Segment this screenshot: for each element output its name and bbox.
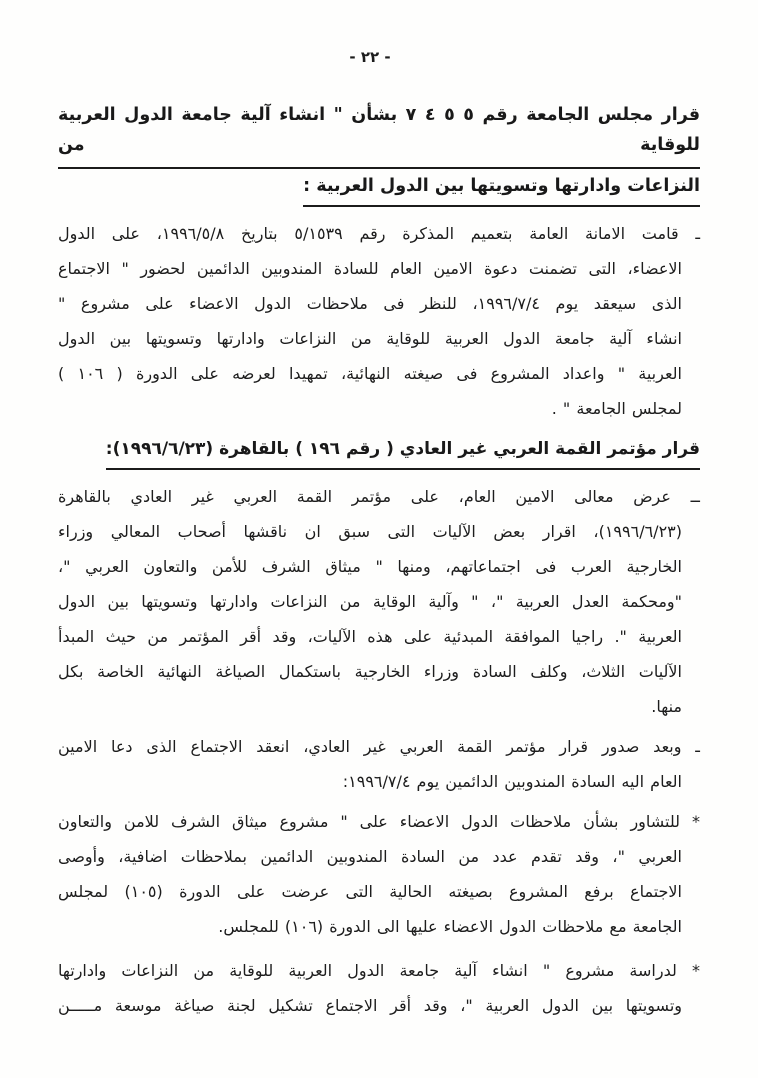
- paragraph-meeting-convened: [58, 729, 700, 799]
- text-line: انشاء آلية جامعة الدول العربية للوقاية من النزاعات وادارتها وتسويتها بين الدول: [58, 329, 682, 348]
- text-line: الجامعة مع ملاحظات الدول الاعضاء عليها الى الدورة (١٠٦) للمجلس.: [218, 917, 682, 936]
- resolution-5547-title-line2: النزاعات وادارتها وتسويتها بين الدول العربية :: [303, 171, 700, 207]
- summit-resolution-heading: قرار مؤتمر القمة العربي غير العادي ( رقم ١٩٦ ) بالقاهرة (١٩٩٦/٦/٢٣):: [106, 435, 700, 470]
- text-line: * لدراسة مشروع " انشاء آلية جامعة الدول العربية للوقاية من النزاعات وادارتها: [58, 961, 700, 980]
- text-line: الذى سيعقد يوم ١٩٩٦/٧/٤، للنظر فى ملاحظات الدول الاعضاء على مشروع ": [58, 294, 682, 313]
- resolution-5547-heading: [58, 100, 700, 207]
- bullet-mechanism-study: [58, 953, 700, 1023]
- text-line: "ومحكمة العدل العربية "، " وآلية الوقاية من النزاعات وادارتها وتسويتها بين الدول: [58, 592, 682, 611]
- bullet-charter-consultation: [58, 804, 700, 944]
- summit-resolution-heading-row: [58, 435, 700, 470]
- paragraph-secretariat-memo: [58, 216, 700, 426]
- text-line: الخارجية العرب فى اجتماعاتهم، ومنها " ميثاق الشرف للأمن والتعاون العربي "،: [58, 557, 682, 576]
- text-line: ـ وبعد صدور قرار مؤتمر القمة العربي غير العادي، انعقد الاجتماع الذى دعا الامين: [58, 737, 700, 756]
- resolution-5547-title-line2-row: [58, 171, 700, 207]
- paragraph-summit-presentation: [58, 479, 700, 724]
- text-line: وتسويتها بين الدول العربية "، وقد أقر الاجتماع تشكيل لجنة صياغة موسعة مـــــن: [58, 996, 682, 1015]
- text-line: منها.: [651, 697, 682, 716]
- text-line: * للتشاور بشأن ملاحظات الدول الاعضاء على " مشروع ميثاق الشرف للامن والتعاون: [58, 812, 700, 831]
- text-line: العربية " واعداد المشروع فى صيغته النهائية، تمهيدا لعرضه على الدورة ( ١٠٦ ): [58, 364, 683, 383]
- text-line: لمجلس الجامعة " .: [551, 399, 682, 418]
- text-line: ـ قامت الامانة العامة بتعميم المذكرة رقم ٥/١٥٣٩ بتاريخ ١٩٩٦/٥/٨، على الدول: [58, 224, 701, 243]
- document-content: [58, 88, 700, 1023]
- resolution-5547-title-line1: قرار مجلس الجامعة رقم ٥ ٥ ٤ ٧ بشأن " انشاء آلية جامعة الدول العربية للوقاية من: [58, 100, 700, 169]
- text-line: (١٩٩٦/٦/٢٣)، اقرار بعض الآليات التى سبق ان ناقشها أصحاب المعالي وزراء: [58, 522, 682, 541]
- text-line: الآليات الثلاث، وكلف السادة وزراء الخارجية باستكمال الصياغة النهائية الخاصة بكل: [58, 662, 682, 681]
- text-line: الاجتماع برفع المشروع بصيغته الحالية التى عرضت على الدورة (١٠٥) لمجلس: [58, 882, 682, 901]
- text-line: الاعضاء، التى تضمنت دعوة الامين العام للسادة المندوبين الدائمين لحضور " الاجتماع: [58, 259, 682, 278]
- text-line: العربي "، وقد تقدم عدد من السادة المندوبين الدائمين بملاحظات اضافية، وأوصى: [58, 847, 682, 866]
- text-line: العربية ". راجيا الموافقة المبدئية على هذه الآليات، وقد أقر المؤتمر من حيث المبدأ: [58, 627, 682, 646]
- text-line: ــ عرض معالى الامين العام، على مؤتمر القمة العربي غير العادي بالقاهرة: [58, 487, 700, 506]
- page-number: - ٢٢ -: [349, 48, 391, 66]
- text-line: العام اليه السادة المندوبين الدائمين يوم ١٩٩٦/٧/٤:: [342, 772, 682, 791]
